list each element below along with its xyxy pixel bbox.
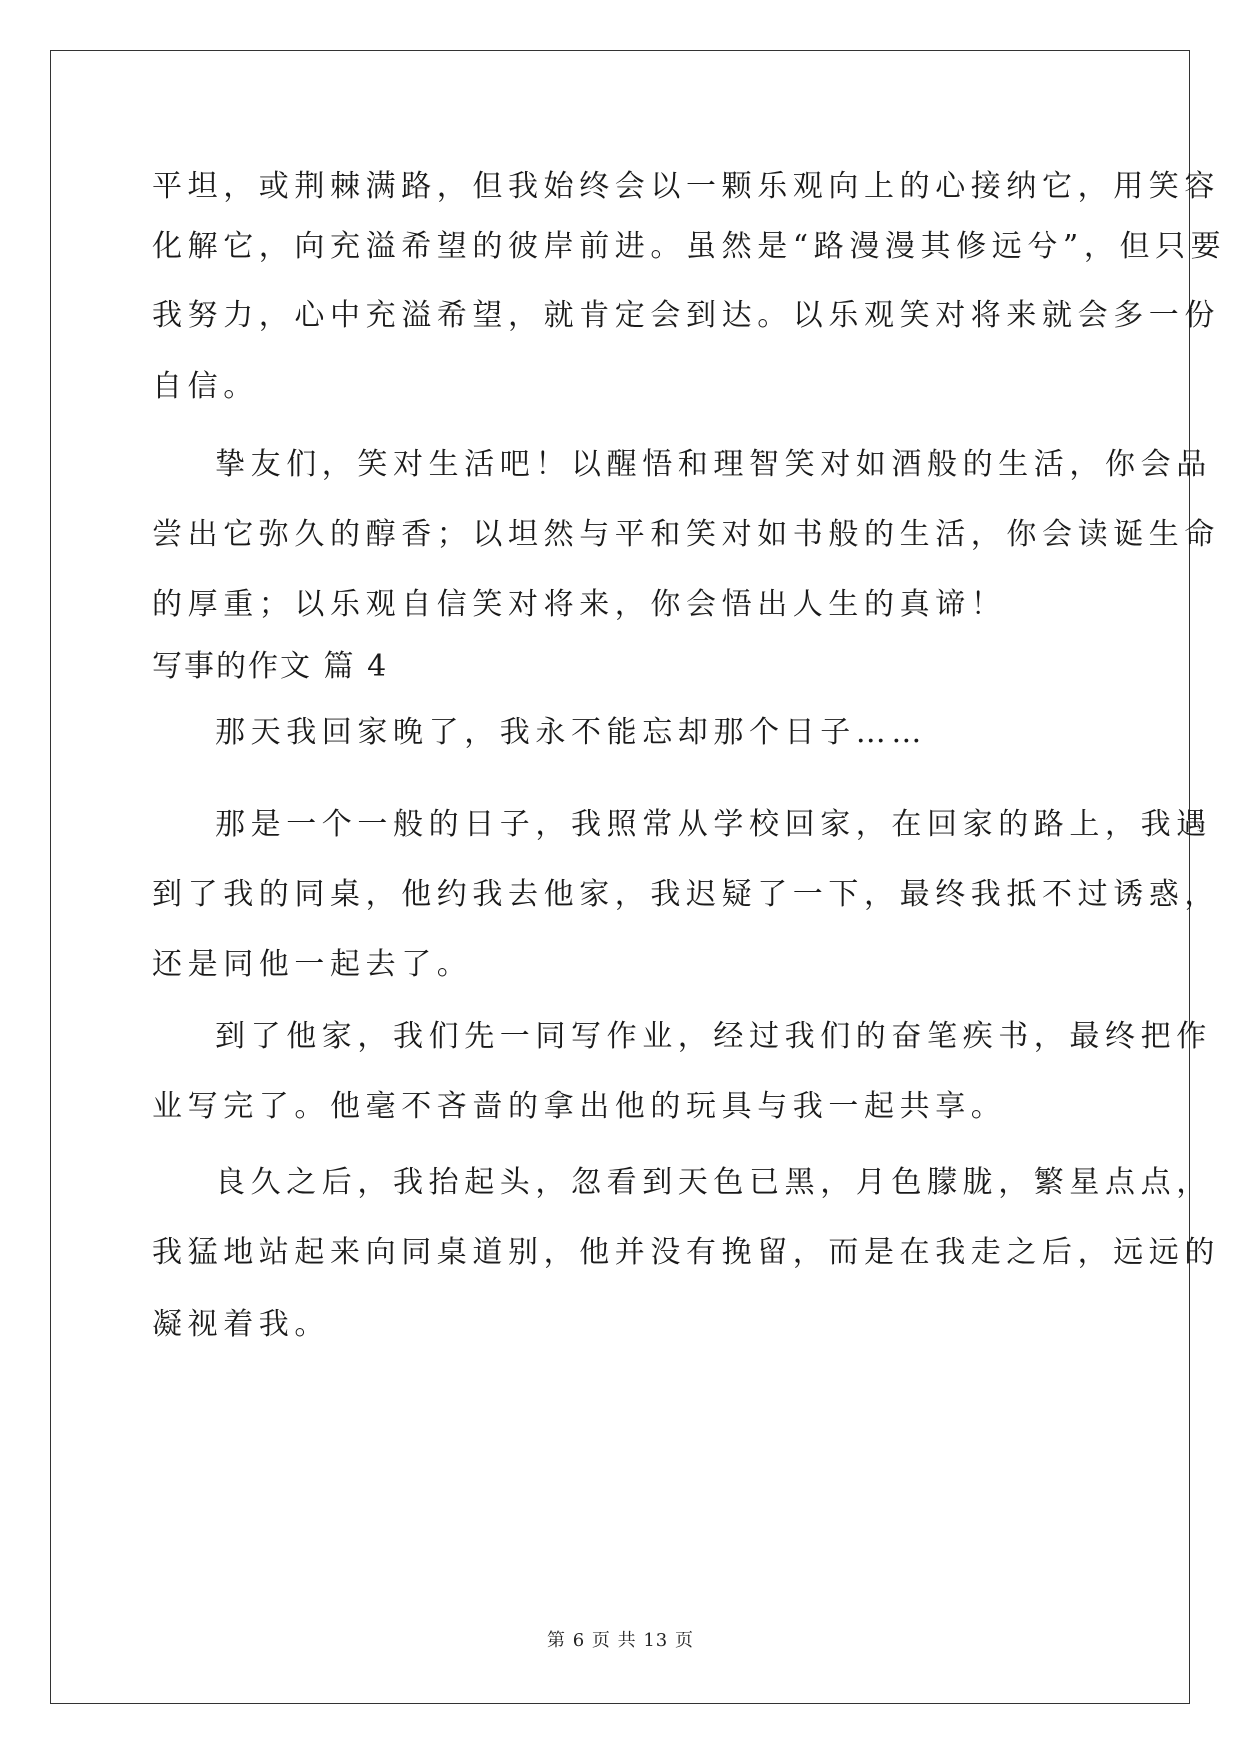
text-line: 化解它，向充溢希望的彼岸前进。虽然是“路漫漫其修远兮”，但只要 <box>152 229 1227 264</box>
text-line: 凝视着我。 <box>152 1307 330 1342</box>
text-line: 我努力，心中充溢希望，就肯定会到达。以乐观笑对将来就会多一份 <box>152 298 1220 333</box>
paragraph-first-line: 良久之后，我抬起头，忽看到天色已黑，月色朦胧，繁星点点， <box>215 1165 1212 1200</box>
text-line: 尝出它弥久的醇香；以坦然与平和笑对如书般的生活，你会读诞生命 <box>152 517 1220 552</box>
page-footer: 第 6 页 共 13 页 <box>547 1630 694 1651</box>
text-line: 我猛地站起来向同桌道别，他并没有挽留，而是在我走之后，远远的 <box>152 1235 1220 1270</box>
paragraph-first-line: 挚友们，笑对生活吧！以醒悟和理智笑对如酒般的生活，你会品 <box>215 447 1212 482</box>
section-heading: 写事的作文 篇 4 <box>152 649 389 684</box>
text-line: 的厚重；以乐观自信笑对将来，你会悟出人生的真谛！ <box>152 587 1007 622</box>
paragraph-first-line: 到了他家，我们先一同写作业，经过我们的奋笔疾书，最终把作 <box>215 1019 1212 1054</box>
text-line: 平坦，或荆棘满路，但我始终会以一颗乐观向上的心接纳它，用笑容 <box>152 169 1220 204</box>
paragraph-first-line: 那天我回家晚了，我永不能忘却那个日子…… <box>215 715 927 750</box>
text-line: 自信。 <box>152 369 259 404</box>
text-line: 到了我的同桌，他约我去他家，我迟疑了一下，最终我抵不过诱惑， <box>152 877 1220 912</box>
paragraph-first-line: 那是一个一般的日子，我照常从学校回家，在回家的路上，我遇 <box>215 807 1212 842</box>
text-line: 还是同他一起去了。 <box>152 947 473 982</box>
text-line: 业写完了。他毫不吝啬的拿出他的玩具与我一起共享。 <box>152 1089 1007 1124</box>
